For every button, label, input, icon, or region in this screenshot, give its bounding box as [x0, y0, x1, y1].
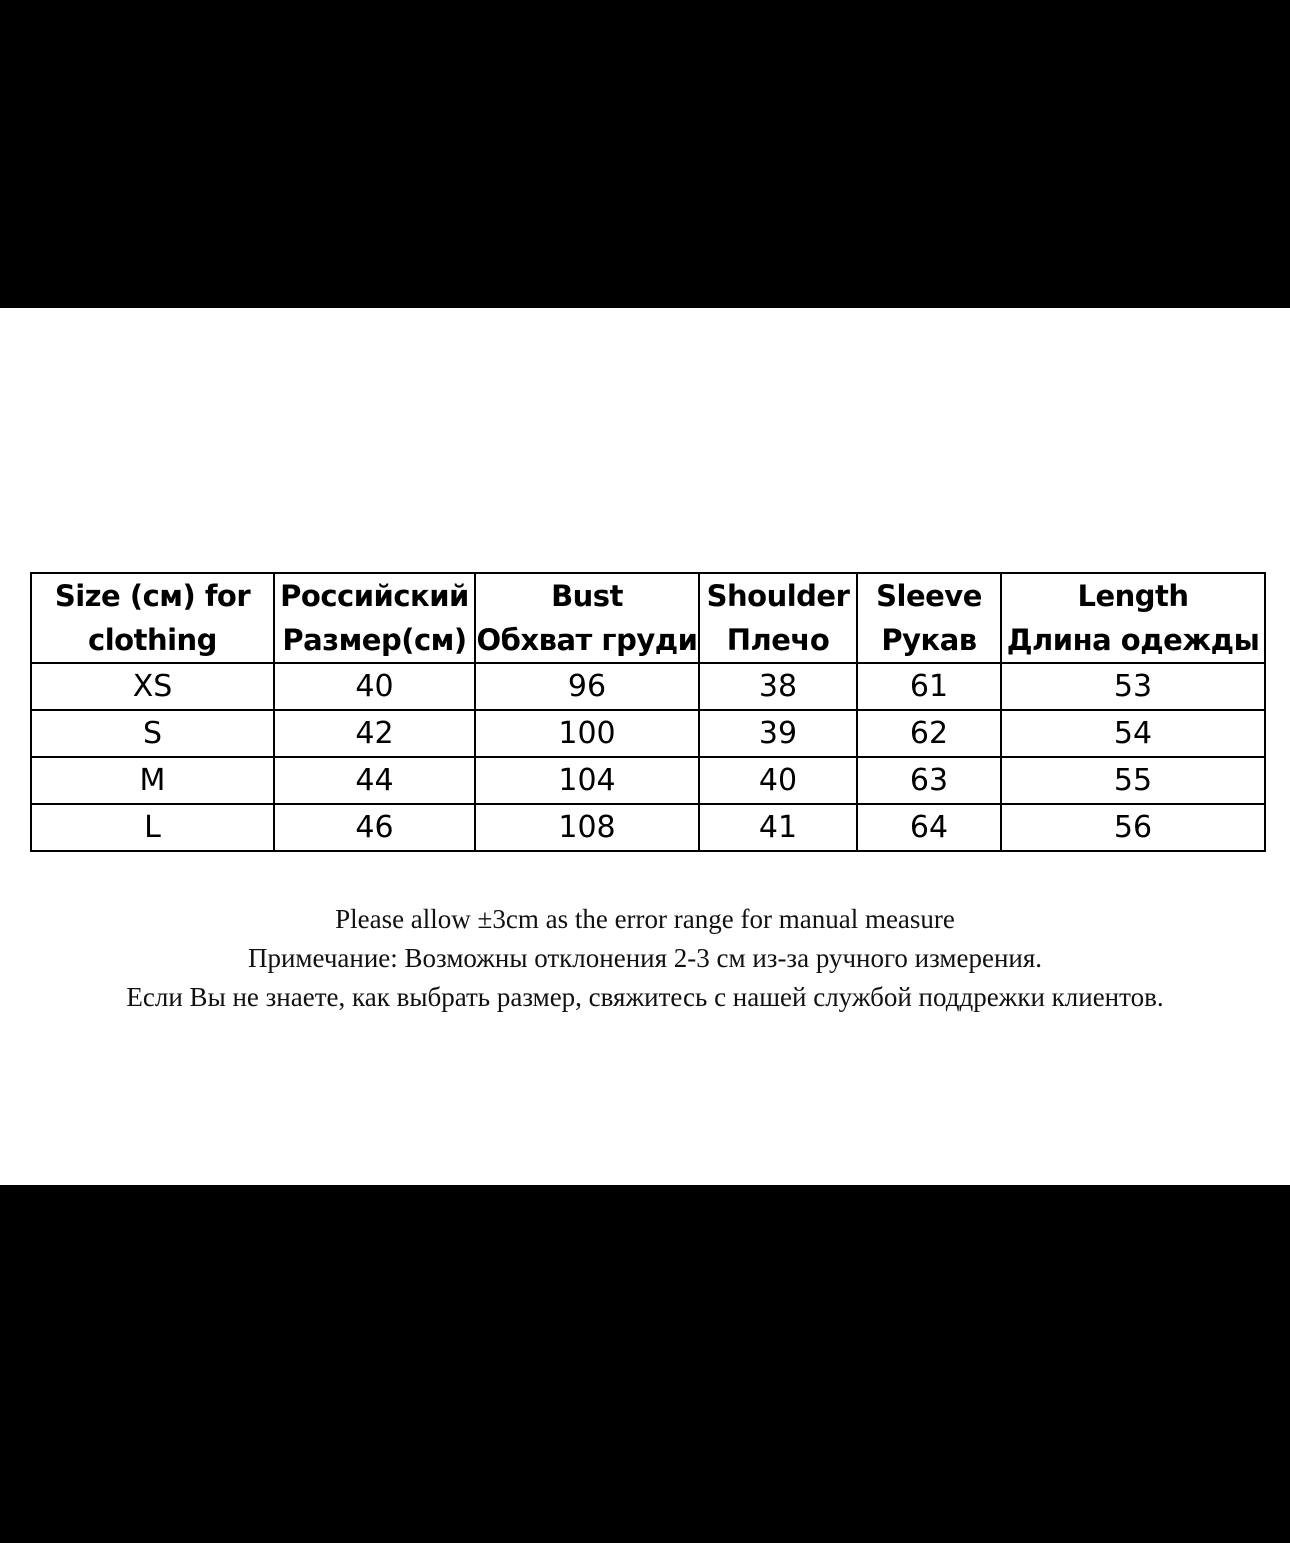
- table-cell: 53: [1001, 663, 1265, 710]
- header-size: [31, 573, 274, 663]
- measurement-notes: [0, 900, 1290, 1017]
- table-row: [31, 710, 1265, 757]
- header-sleeve: [857, 573, 1001, 663]
- header-sleeve-line2: Рукав: [881, 623, 977, 657]
- table-cell: 108: [475, 804, 699, 851]
- table-row: [31, 804, 1265, 851]
- table-cell: XS: [31, 663, 274, 710]
- header-length-line2: Длина одежды: [1006, 623, 1260, 657]
- table-cell: 55: [1001, 757, 1265, 804]
- table-cell: 64: [857, 804, 1001, 851]
- table-cell: L: [31, 804, 274, 851]
- table-cell: 96: [475, 663, 699, 710]
- table-header-row: [31, 573, 1265, 663]
- table-cell: 56: [1001, 804, 1265, 851]
- header-shoulder-line1: Shoulder: [706, 579, 850, 613]
- table-cell: 61: [857, 663, 1001, 710]
- note-error-range: Please allow ±3cm as the error range for manual measure: [335, 904, 955, 934]
- header-length: [1001, 573, 1265, 663]
- table-cell: 38: [699, 663, 857, 710]
- table-cell: M: [31, 757, 274, 804]
- header-russian-size-line1: Российский: [280, 579, 469, 613]
- size-chart-image: [0, 308, 1290, 1185]
- table-cell: 104: [475, 757, 699, 804]
- table-cell: 44: [274, 757, 475, 804]
- header-bust: [475, 573, 699, 663]
- bottom-black-bar: [0, 1185, 1290, 1543]
- table-cell: 63: [857, 757, 1001, 804]
- table-cell: 40: [699, 757, 857, 804]
- table-cell: 54: [1001, 710, 1265, 757]
- table-cell: 42: [274, 710, 475, 757]
- header-shoulder-line2: Плечо: [726, 623, 830, 657]
- table-cell: 39: [699, 710, 857, 757]
- header-length-line1: Length: [1077, 579, 1189, 613]
- header-bust-line1: Bust: [551, 579, 623, 613]
- table-cell: S: [31, 710, 274, 757]
- table-cell: 62: [857, 710, 1001, 757]
- size-chart-table: [30, 572, 1266, 852]
- header-size-line1: Size (см) for: [54, 579, 251, 613]
- header-shoulder: [699, 573, 857, 663]
- header-size-line2: clothing: [88, 623, 217, 657]
- table-row: [31, 757, 1265, 804]
- table-cell: 41: [699, 804, 857, 851]
- header-bust-line2: Обхват груди: [476, 623, 698, 657]
- table-cell: 46: [274, 804, 475, 851]
- top-black-bar: [0, 0, 1290, 308]
- note-russian-deviation: Примечание: Возможны отклонения 2-3 см из-за ручного измерения.: [247, 943, 1043, 973]
- note-contact-support: Если Вы не знаете, как выбрать размер, свяжитесь с нашей службой поддрежки клиентов.: [126, 982, 1164, 1012]
- table-cell: 100: [475, 710, 699, 757]
- header-russian-size: [274, 573, 475, 663]
- table-cell: 40: [274, 663, 475, 710]
- header-russian-size-line2: Размер(см): [282, 623, 467, 657]
- header-sleeve-line1: Sleeve: [876, 579, 982, 613]
- table-row: [31, 663, 1265, 710]
